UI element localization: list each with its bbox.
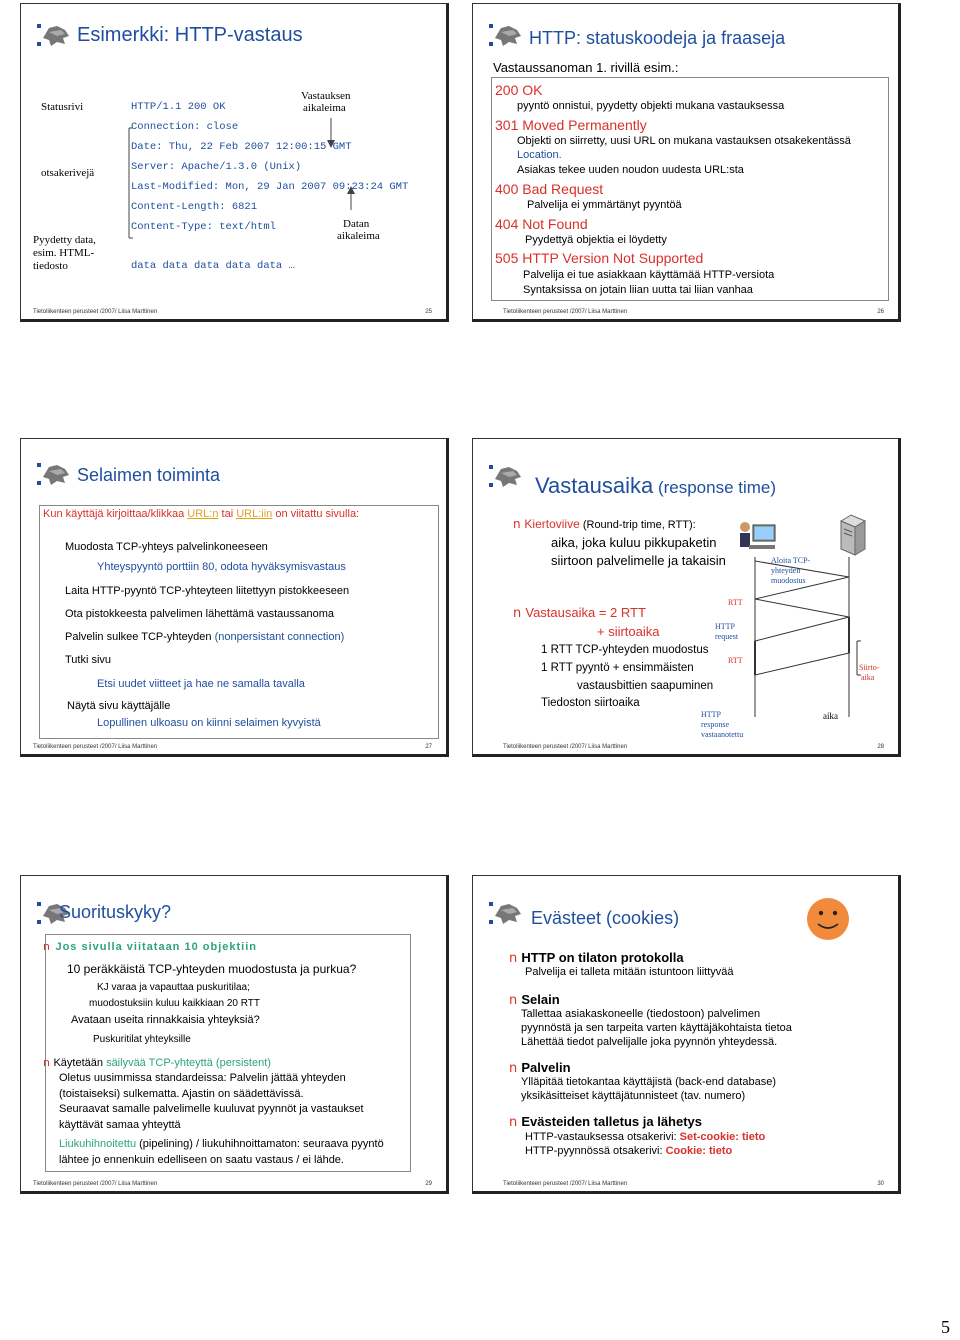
question-1: 10 peräkkäistä TCP-yhteyden muodostusta ja purkua?: [67, 962, 357, 976]
detail-1: 1 RTT TCP-yhteyden muodostus: [541, 644, 709, 656]
bullet-response-time: n Vastausaika = 2 RTT: [513, 605, 646, 621]
label-rtt-2: RTT: [728, 656, 743, 665]
persistent-detail-2: (toistaiseksi) sulkematta. Ajastin on säädettävissä.: [59, 1088, 304, 1100]
code-line-5: Last-Modified: Mon, 29 Jan 2007 09:23:24 GMT: [131, 181, 409, 193]
slide-number: 28: [877, 744, 884, 750]
bullet-rtt-line-2: aika, joka kuluu pikkupaketin: [551, 535, 717, 550]
browser-detail-3: Lähettää tiedot palvelijalle joka pyynnön yhteydessä.: [521, 1036, 778, 1048]
label-http-response-2: response: [701, 720, 729, 729]
code-line-1: HTTP/1.1 200 OK: [131, 101, 226, 113]
slide-title: Selaimen toiminta: [77, 465, 221, 485]
step-5-detail: Etsi uudet viitteet ja hae ne samalla tavalla: [97, 678, 305, 690]
cookie-detail-1: HTTP-vastauksessa otsakerivi: Set-cookie: tieto: [525, 1131, 766, 1143]
cookie-detail-2: HTTP-pyynnössä otsakerivi: Cookie: tieto: [525, 1145, 733, 1157]
slide-27: [20, 438, 449, 757]
slide-25: [20, 3, 449, 322]
stateless-detail: Palvelija ei talleta mitään istuntoon liittyvää: [525, 966, 734, 978]
detail-3: vastausbittien saapuminen: [577, 680, 714, 692]
slide-footer: Tietoliikenteen perusteet /2007/ Liisa Marttinen: [503, 744, 628, 750]
step-3: Ota pistokkeesta palvelimen lähettämä vastaussanoma: [65, 608, 335, 620]
code-line-6: Content-Length: 6821: [131, 201, 258, 213]
bullet-response-time-line-2: + siirtoaika: [597, 624, 660, 639]
code-404: 404 Not Found: [495, 216, 588, 232]
label-tcp-start-2: yhteyden: [771, 566, 801, 575]
university-logo-icon: [35, 20, 71, 50]
persistent-detail-4: käyttävät samaa yhteyttä: [59, 1119, 181, 1131]
label-http-request-1: HTTP: [715, 622, 735, 631]
label-data-timestamp-1: Datan: [343, 218, 370, 230]
step-6-detail: Lopullinen ulkoasu on kiinni selaimen kyvyistä: [97, 717, 321, 729]
slide-footer: Tietoliikenteen perusteet /2007/ Liisa Marttinen: [503, 309, 628, 315]
slide-30: [472, 875, 901, 1194]
code-200-desc: pyyntö onnistui, pyydetty objekti mukana vastauksessa: [517, 100, 785, 112]
code-301: 301 Moved Permanently: [495, 117, 647, 133]
pipelining-detail: lähtee jo ennenkuin edelliseen on saatu vastaus / ei lähde.: [59, 1154, 344, 1166]
slide-title: Vastausaika (response time): [535, 473, 777, 498]
slide-title: Evästeet (cookies): [531, 908, 680, 928]
slide-number: 30: [877, 1181, 884, 1187]
code-301-desc-2: Location.: [517, 149, 562, 161]
label-http-response-1: HTTP: [701, 710, 721, 719]
label-tcp-start-3: muodostus: [771, 576, 806, 585]
heading-stateless: n HTTP on tilaton protokolla: [509, 950, 684, 966]
code-line-7: Content-Type: text/html: [131, 221, 276, 233]
slide-number: 29: [425, 1181, 432, 1187]
detail-4: Tiedoston siirtoaika: [541, 697, 640, 709]
browser-detail-1: Tallettaa asiakaskoneelle (tiedostoon) palvelimen: [521, 1008, 761, 1020]
code-400-desc: Palvelija ei ymmärtänyt pyyntöä: [527, 199, 682, 211]
step-2: Laita HTTP-pyyntö TCP-yhteyteen liitettyyn pistokkeeseen: [65, 585, 350, 597]
detail-2: 1 RTT pyyntö + ensimmäisten: [541, 662, 694, 674]
server-icon: [837, 513, 867, 557]
slide-title: Esimerkki: HTTP-vastaus: [77, 24, 303, 46]
university-logo-icon: [35, 459, 71, 489]
label-transfer-time-2: aika: [861, 673, 875, 682]
label-http-request-2: request: [715, 632, 739, 641]
heading-cookie-storage: n Evästeiden talletus ja lähetys: [509, 1114, 703, 1130]
question-2: Avataan useita rinnakkaisia yhteyksiä?: [71, 1014, 260, 1026]
label-rtt-1: RTT: [728, 598, 743, 607]
slide-28: [472, 438, 901, 757]
code-200: 200 OK: [495, 82, 543, 98]
slide-26: [472, 3, 901, 322]
browser-detail-2: pyynnöstä ja sen tarpeita varten käyttäjäkohtaista tietoa: [521, 1022, 792, 1034]
label-data-timestamp-2: aikaleima: [337, 230, 380, 242]
university-logo-icon: [487, 20, 523, 50]
server-detail-2: yksikäsitteiset käyttäjätunnisteet (tav. numero): [521, 1090, 746, 1102]
code-301-desc-1: Objekti on siirretty, uusi URL on mukana vastauksen otsakekentässä: [517, 135, 851, 147]
step-5: Tutki sivu: [65, 654, 112, 666]
persistent-detail-3: Seuraavat samalle palvelimelle kuuluvat pyynnöt ja vastaukset: [59, 1103, 364, 1115]
code-505: 505 HTTP Version Not Supported: [495, 250, 704, 266]
question-1-detail-2: muodostuksiin kuluu kaikkiaan 20 RTT: [89, 998, 261, 1009]
step-4: Palvelin sulkee TCP-yhteyden (nonpersistant connection): [65, 631, 345, 643]
slide-footer: Tietoliikenteen perusteet /2007/ Liisa Marttinen: [33, 1181, 158, 1187]
label-headers: otsakerivejä: [41, 167, 95, 179]
question-heading: n Jos sivulla viitataan 10 objektiin: [43, 940, 257, 953]
university-logo-icon: [487, 898, 523, 928]
slide-number: 26: [877, 309, 884, 315]
question-2-detail: Puskuritilat yhteyksille: [93, 1034, 191, 1045]
heading-server: n Palvelin: [509, 1060, 571, 1076]
code-line-3: Date: Thu, 22 Feb 2007 12:00:15 GMT: [131, 141, 352, 153]
code-404-desc: Pyydettyä objektia ei löydetty: [525, 234, 667, 246]
pipelining-line: Liukuhihnoitettu (pipelining) / liukuhihnoittamaton: seuraava pyyntö: [59, 1138, 384, 1150]
label-http-response-3: vastaanotettu: [701, 730, 744, 739]
bullet-rtt-line-3: siirtoon palvelimelle ja takaisin: [551, 553, 726, 568]
label-transfer-time-1: Siirto-: [859, 663, 880, 672]
slide-title: Suorituskyky?: [59, 902, 172, 922]
label-tcp-start-1: Aloita TCP-: [771, 556, 811, 565]
label-data-2: esim. HTML-: [33, 247, 95, 259]
label-status: Statusrivi: [41, 101, 84, 113]
label-response-timestamp-1: Vastauksen: [301, 90, 351, 102]
server-detail-1: Ylläpitää tietokantaa käyttäjistä (back-end database): [521, 1076, 776, 1088]
slide-footer: Tietoliikenteen perusteet /2007/ Liisa Marttinen: [33, 744, 158, 750]
code-301-desc-3: Asiakas tekee uuden noudon uudesta URL:sta: [517, 164, 744, 176]
code-line-4: Server: Apache/1.3.0 (Unix): [131, 161, 302, 173]
lead-text: Kun käyttäjä kirjoittaa/klikkaa URL:n tai URL:iin on viitattu sivulla:: [43, 508, 360, 520]
smiley-icon: [805, 896, 851, 942]
heading-browser: n Selain: [509, 992, 560, 1008]
label-data-3: tiedosto: [33, 260, 68, 272]
persistent-detail-1: Oletus uusimmissa standardeissa: Palvelin jättää yhteyden: [59, 1072, 346, 1084]
slide-footer: Tietoliikenteen perusteet /2007/ Liisa Marttinen: [33, 309, 158, 315]
user-computer-icon: [735, 519, 777, 555]
persistent-line: n Käytetään säilyvää TCP-yhteyttä (persistent): [43, 1056, 271, 1069]
slide-title: HTTP: statuskoodeja ja fraaseja: [529, 28, 786, 48]
code-line-8: data data data data data …: [131, 260, 295, 272]
step-6: Näytä sivu käyttäjälle: [67, 700, 171, 712]
step-1: Muodosta TCP-yhteys palvelinkoneeseen: [65, 541, 268, 553]
university-logo-icon: [487, 461, 523, 491]
slide-number: 25: [425, 309, 432, 315]
intro-text: Vastaussanoman 1. rivillä esim.:: [493, 60, 679, 75]
slide-29: [20, 875, 449, 1194]
page-number: 5: [941, 1317, 950, 1337]
slide-footer: Tietoliikenteen perusteet /2007/ Liisa Marttinen: [503, 1181, 628, 1187]
slide-number: 27: [425, 744, 432, 750]
question-1-detail-1: KJ varaa ja vapauttaa puskuritilaa;: [97, 982, 250, 993]
bullet-rtt: n Kiertoviive (Round-trip time, RTT):: [513, 517, 696, 531]
code-505-desc-2: Syntaksissa on jotain liian uutta tai liian vanhaa: [523, 284, 753, 296]
label-time: aika: [823, 711, 838, 721]
code-400: 400 Bad Request: [495, 181, 604, 197]
code-line-2: Connection: close: [131, 121, 239, 133]
code-505-desc-1: Palvelija ei tue asiakkaan käyttämää HTTP-versiota: [523, 269, 775, 281]
label-data-1: Pyydetty data,: [33, 234, 96, 246]
step-1-detail: Yhteyspyyntö porttiin 80, odota hyväksymisvastaus: [97, 561, 346, 573]
label-response-timestamp-2: aikaleima: [303, 102, 346, 114]
